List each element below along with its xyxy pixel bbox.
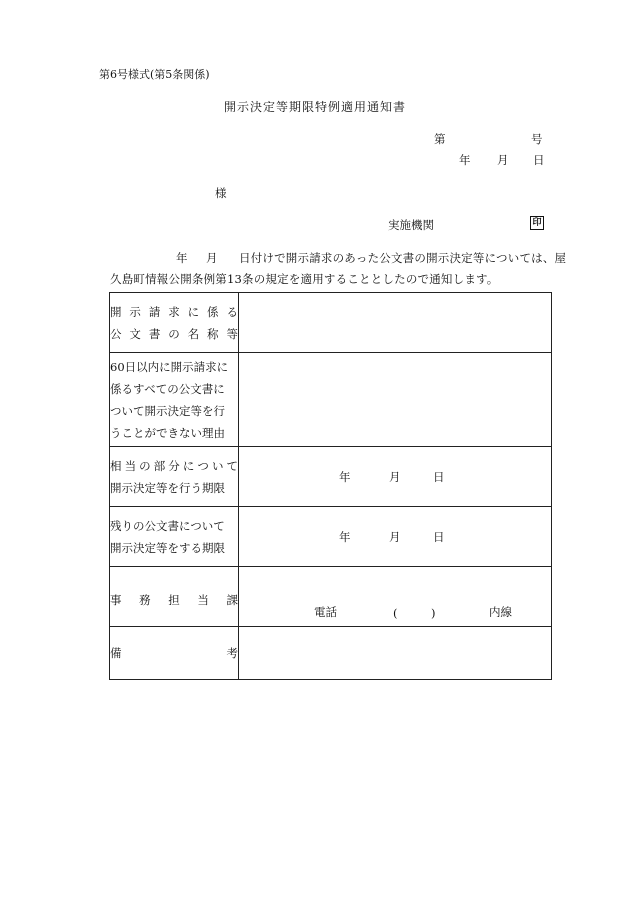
table-row: [110, 567, 552, 627]
row-label-reason: 60日以内に開示請求に 係るすべての公文書に ついて開示決定等を行 うことができない理由: [110, 353, 239, 447]
issuing-organization: 実施機関: [388, 218, 434, 232]
notice-date-day: 日: [533, 153, 545, 167]
table-row: [110, 353, 552, 447]
reason-field[interactable]: [239, 353, 552, 447]
table-row: [110, 293, 552, 353]
table-row: [110, 627, 552, 680]
table-row: [110, 507, 552, 567]
table-row: [110, 447, 552, 507]
notice-date-month: 月: [497, 153, 509, 167]
extension-label: 内線: [489, 605, 512, 619]
row-label-remaining-deadline: 残りの公文書について 開示決定等をする期限: [110, 507, 239, 567]
notice-date-year: 年: [459, 153, 471, 167]
partial-deadline-field[interactable]: 年 月 日: [239, 447, 552, 507]
document-name-field[interactable]: [239, 293, 552, 353]
notice-table: [109, 292, 552, 680]
row-label-department: 事 務 担 当 課: [110, 567, 239, 627]
notice-number-suffix: 号: [531, 132, 543, 146]
row-label-partial-deadline: 相 当 の 部 分 に つ い て 開示決定等を行う期限: [110, 447, 239, 507]
form-number: 第6号様式(第5条関係): [99, 68, 210, 81]
row-label-document-name: 開 示 請 求 に 係 る 公 文 書 の 名 称 等: [110, 293, 239, 353]
remarks-field[interactable]: [239, 627, 552, 680]
notice-number-prefix: 第: [434, 132, 446, 146]
body-text-line2: 久島町情報公開条例第13条の規定を適用することとしたので通知します。: [110, 272, 499, 286]
body-year: 年: [176, 251, 188, 265]
row-label-remarks: 備 考: [110, 627, 239, 680]
remaining-deadline-field[interactable]: 年 月 日: [239, 507, 552, 567]
telephone-label: 電話: [314, 605, 337, 619]
seal-stamp: 印: [530, 216, 544, 230]
addressee-suffix: 様: [215, 186, 227, 200]
body-text-line1: 日付けで開示請求のあった公文書の開示決定等については、屋: [239, 251, 567, 265]
department-field[interactable]: 電話 ( ) 内線: [239, 567, 552, 627]
body-month: 月: [206, 251, 218, 265]
document-title: 開示決定等期限特例適用通知書: [223, 100, 406, 114]
